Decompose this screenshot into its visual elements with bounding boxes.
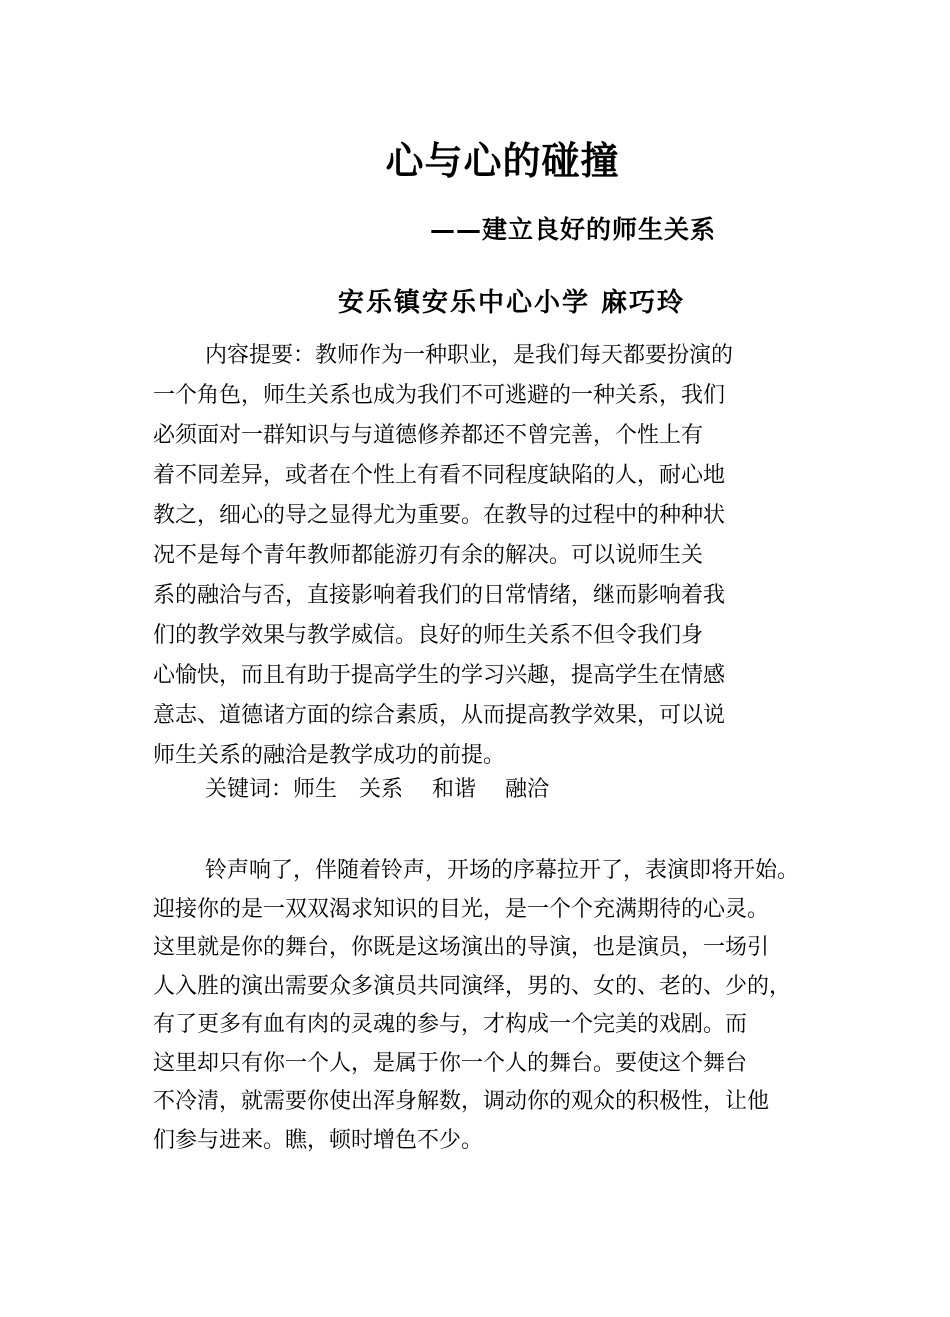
abstract-line: 内容提要：教师作为一种职业，是我们每天都要扮演的 xyxy=(205,343,734,368)
body-paragraph xyxy=(153,852,813,1160)
abstract-line: 教之，细心的导之显得尤为重要。在教导的过程中的种种状 xyxy=(153,503,726,528)
abstract-line: 一个角色，师生关系也成为我们不可逃避的一种关系，我们 xyxy=(153,383,726,408)
abstract-line: 心愉快，而且有助于提高学生的学习兴趣，提高学生在情感 xyxy=(153,663,726,688)
body-line: 人入胜的演出需要众多演员共同演绎，男的、女的、老的、少的， xyxy=(153,973,792,999)
body-line: 这里就是你的舞台，你既是这场演出的导演，也是演员，一场引 xyxy=(153,935,770,960)
body-line: 铃声响了，伴随着铃声，开场的序幕拉开了，表演即将开始。 xyxy=(205,858,800,883)
document-title: 心与心的碰撞 xyxy=(385,138,620,183)
abstract-line: 们的教学效果与教学威信。良好的师生关系不但令我们身 xyxy=(153,623,704,648)
document-subtitle: ——建立良好的师生关系 xyxy=(430,215,717,244)
body-line: 有了更多有血有肉的灵魂的参与，才构成一个完美的戏剧。而 xyxy=(153,1012,748,1037)
body-line: 不冷清，就需要你使出浑身解数，调动你的观众的积极性，让他 xyxy=(153,1089,770,1114)
author-line: 安乐镇安乐中心小学 麻巧玲 xyxy=(338,288,686,318)
abstract-line: 系的融洽与否，直接影响着我们的日常情绪，继而影响着我 xyxy=(153,583,726,608)
abstract-line: 必须面对一群知识与与道德修养都还不曾完善，个性上有 xyxy=(153,423,704,448)
keywords-line: 关键词：师生 关系 和谐 融洽 xyxy=(205,777,549,802)
abstract-paragraph xyxy=(153,336,803,776)
abstract-line: 师生关系的融洽是教学成功的前提。 xyxy=(153,743,506,768)
abstract-line: 况不是每个青年教师都能游刃有余的解决。可以说师生关 xyxy=(153,543,704,568)
body-line: 迎接你的是一双双渴求知识的目光，是一个个充满期待的心灵。 xyxy=(153,896,770,922)
abstract-line: 着不同差异，或者在个性上有看不同程度缺陷的人，耐心地 xyxy=(153,463,726,488)
body-line: 这里却只有你一个人，是属于你一个人的舞台。要使这个舞台 xyxy=(153,1050,748,1076)
body-line: 们参与进来。瞧，顿时增色不少。 xyxy=(153,1127,484,1153)
abstract-line: 意志、道德诸方面的综合素质，从而提高教学效果，可以说 xyxy=(153,703,726,728)
